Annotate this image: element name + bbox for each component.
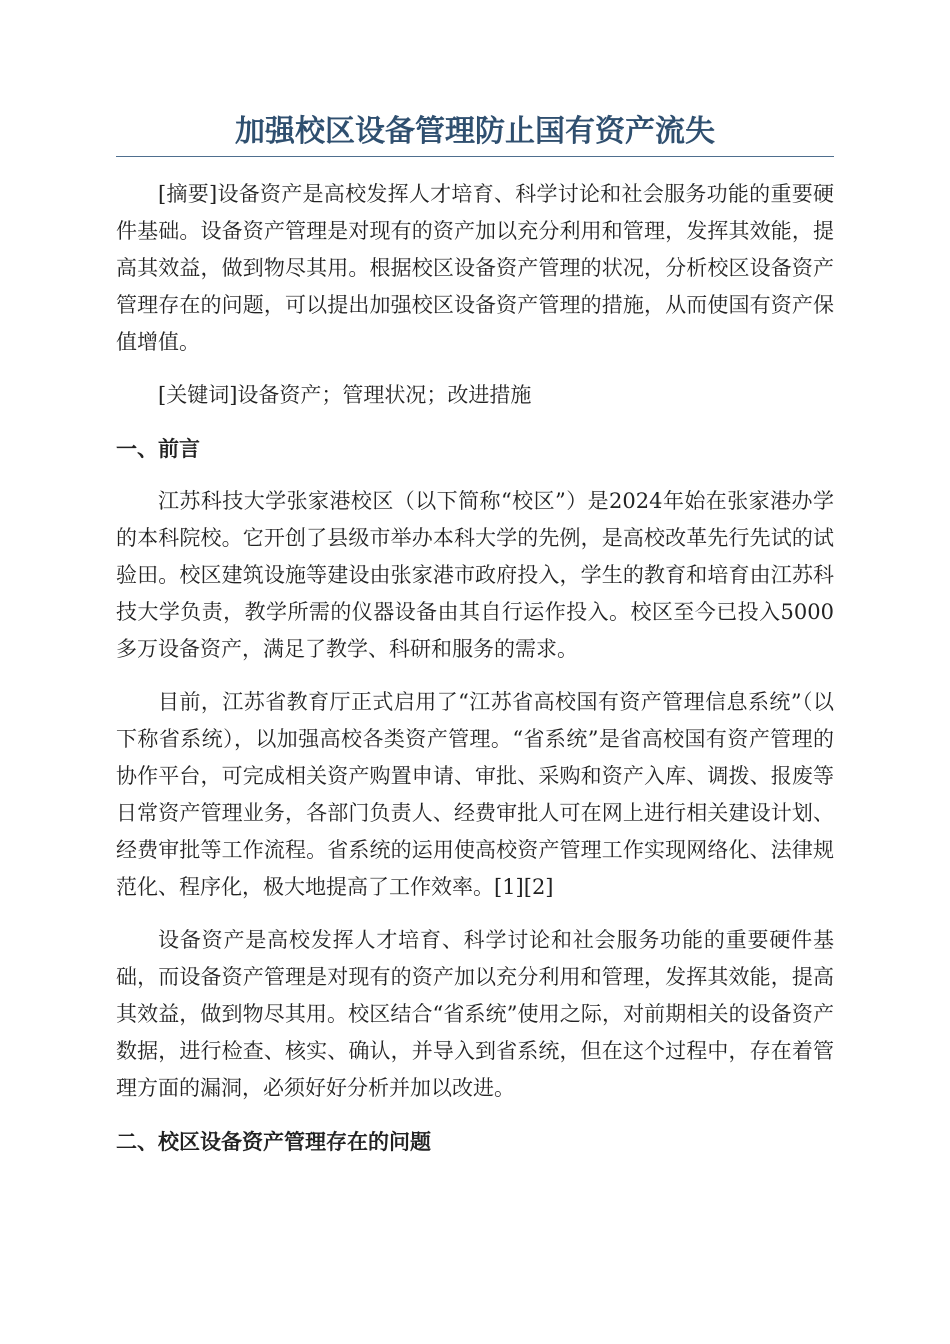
body-paragraph: 江苏科技大学张家港校区（以下简称“校区”）是2024年始在张家港办学的本科院校。它开创了县级市举办本科大学的先例，是高校改革先行先试的试验田。校区建筑设施等建设由张家港市政府投入，学生的教育和培育由江苏科技大学负责，教学所需的仪器设备由其自行运作投入。校区至今已投入5000多万设备资产，满足了教学、科研和服务的需求。 [116, 489, 834, 661]
section-heading-problems: 二、校区设备资产管理存在的问题 [116, 1129, 431, 1154]
abstract-paragraph: [摘要]设备资产是高校发挥人才培育、科学讨论和社会服务功能的重要硬件基础。设备资产管理是对现有的资产加以充分利用和管理，发挥其效能，提高其效益，做到物尽其用。根据校区设备资产管理的状况，分析校区设备资产管理存在的问题，可以提出加强校区设备资产管理的措施，从而使国有资产保值增值。 [116, 182, 834, 354]
section-heading-introduction: 一、前言 [116, 436, 200, 461]
keywords-paragraph: [关键词]设备资产；管理状况；改进措施 [158, 383, 532, 407]
document-title: 加强校区设备管理防止国有资产流失 [116, 112, 834, 157]
body-paragraph: 设备资产是高校发挥人才培育、科学讨论和社会服务功能的重要硬件基础，而设备资产管理是对现有的资产加以充分利用和管理，发挥其效能，提高其效益，做到物尽其用。校区结合“省系统”使用之际，对前期相关的设备资产数据，进行检查、核实、确认，并导入到省系统，但在这个过程中，存在着管理方面的漏洞，必须好好分析并加以改进。 [116, 928, 834, 1100]
body-paragraph: 目前，江苏省教育厅正式启用了“江苏省高校国有资产管理信息系统”（以下称省系统），以加强高校各类资产管理。“省系统”是省高校国有资产管理的协作平台，可完成相关资产购置申请、审批、采购和资产入库、调拨、报废等日常资产管理业务，各部门负责人、经费审批人可在网上进行相关建设计划、经费审批等工作流程。省系统的运用使高校资产管理工作实现网络化、法律规范化、程序化，极大地提高了工作效率。[1][2] [116, 690, 834, 899]
